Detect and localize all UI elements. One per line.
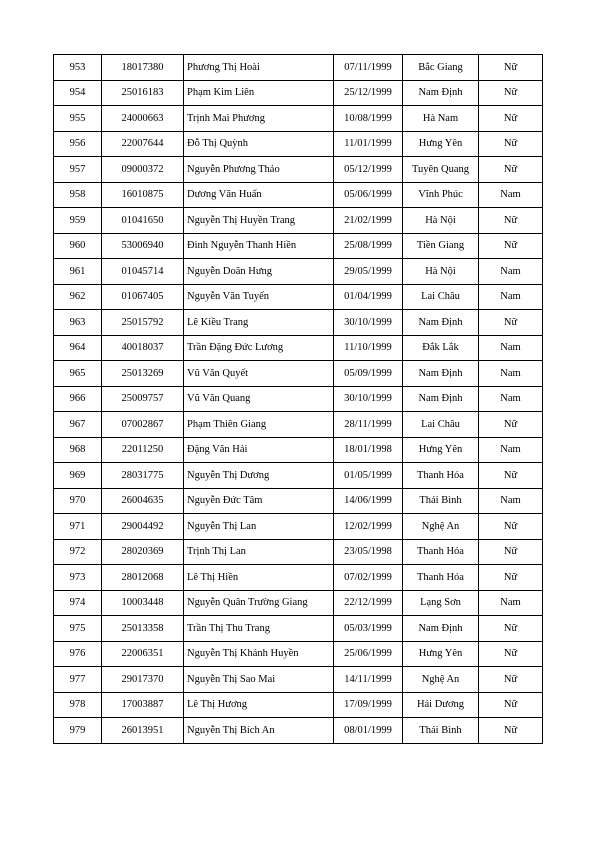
row-number-cell: 972 [54, 539, 102, 565]
table-row [54, 641, 543, 667]
full-name-cell: Nguyễn Doãn Hưng [184, 259, 334, 285]
gender-cell: Nữ [479, 106, 543, 132]
full-name-cell: Trần Đặng Đức Lương [184, 335, 334, 361]
birth-date-cell: 10/08/1999 [334, 106, 403, 132]
table-row [54, 157, 543, 183]
gender-cell: Nữ [479, 641, 543, 667]
table-row [54, 514, 543, 540]
gender-cell: Nam [479, 182, 543, 208]
full-name-cell: Dương Văn Huấn [184, 182, 334, 208]
birth-date-cell: 25/12/1999 [334, 80, 403, 106]
birthplace-cell: Hải Dương [403, 692, 479, 718]
row-number-cell: 966 [54, 386, 102, 412]
gender-cell: Nữ [479, 157, 543, 183]
birthplace-cell: Nghệ An [403, 514, 479, 540]
full-name-cell: Trịnh Mai Phương [184, 106, 334, 132]
table-row [54, 182, 543, 208]
table-row [54, 208, 543, 234]
student-id-cell: 10003448 [102, 590, 184, 616]
gender-cell: Nữ [479, 131, 543, 157]
student-roster-table [53, 54, 543, 744]
row-number-cell: 973 [54, 565, 102, 591]
birthplace-cell: Bắc Giang [403, 55, 479, 81]
table-row [54, 488, 543, 514]
row-number-cell: 971 [54, 514, 102, 540]
gender-cell: Nam [479, 284, 543, 310]
birth-date-cell: 08/01/1999 [334, 718, 403, 744]
full-name-cell: Lê Thị Hiền [184, 565, 334, 591]
table-row [54, 386, 543, 412]
birth-date-cell: 05/12/1999 [334, 157, 403, 183]
birth-date-cell: 11/01/1999 [334, 131, 403, 157]
student-id-cell: 16010875 [102, 182, 184, 208]
birthplace-cell: Hưng Yên [403, 437, 479, 463]
student-id-cell: 22006351 [102, 641, 184, 667]
birth-date-cell: 05/09/1999 [334, 361, 403, 387]
gender-cell: Nữ [479, 616, 543, 642]
birthplace-cell: Lai Châu [403, 284, 479, 310]
gender-cell: Nữ [479, 55, 543, 81]
table-row [54, 284, 543, 310]
birthplace-cell: Lạng Sơn [403, 590, 479, 616]
gender-cell: Nam [479, 488, 543, 514]
birth-date-cell: 07/11/1999 [334, 55, 403, 81]
birth-date-cell: 28/11/1999 [334, 412, 403, 438]
birthplace-cell: Hà Nam [403, 106, 479, 132]
table-row [54, 131, 543, 157]
birthplace-cell: Nam Định [403, 361, 479, 387]
birthplace-cell: Nam Định [403, 616, 479, 642]
student-id-cell: 07002867 [102, 412, 184, 438]
birthplace-cell: Vĩnh Phúc [403, 182, 479, 208]
birthplace-cell: Nam Định [403, 386, 479, 412]
table-row [54, 80, 543, 106]
table-row [54, 233, 543, 259]
row-number-cell: 962 [54, 284, 102, 310]
student-id-cell: 17003887 [102, 692, 184, 718]
birthplace-cell: Thanh Hóa [403, 463, 479, 489]
birth-date-cell: 21/02/1999 [334, 208, 403, 234]
full-name-cell: Nguyễn Thị Bích An [184, 718, 334, 744]
gender-cell: Nữ [479, 565, 543, 591]
row-number-cell: 968 [54, 437, 102, 463]
table-row [54, 55, 543, 81]
row-number-cell: 965 [54, 361, 102, 387]
birth-date-cell: 30/10/1999 [334, 310, 403, 336]
birthplace-cell: Nam Định [403, 80, 479, 106]
full-name-cell: Phạm Thiên Giang [184, 412, 334, 438]
table-row [54, 106, 543, 132]
row-number-cell: 956 [54, 131, 102, 157]
gender-cell: Nữ [479, 718, 543, 744]
table-row [54, 437, 543, 463]
student-id-cell: 28031775 [102, 463, 184, 489]
row-number-cell: 957 [54, 157, 102, 183]
full-name-cell: Nguyễn Thị Lan [184, 514, 334, 540]
student-id-cell: 22007644 [102, 131, 184, 157]
student-id-cell: 53006940 [102, 233, 184, 259]
full-name-cell: Đinh Nguyễn Thanh Hiền [184, 233, 334, 259]
birth-date-cell: 12/02/1999 [334, 514, 403, 540]
table-row [54, 463, 543, 489]
row-number-cell: 953 [54, 55, 102, 81]
gender-cell: Nam [479, 386, 543, 412]
birth-date-cell: 14/06/1999 [334, 488, 403, 514]
row-number-cell: 976 [54, 641, 102, 667]
birth-date-cell: 22/12/1999 [334, 590, 403, 616]
full-name-cell: Lê Kiều Trang [184, 310, 334, 336]
row-number-cell: 969 [54, 463, 102, 489]
student-id-cell: 25016183 [102, 80, 184, 106]
student-id-cell: 29004492 [102, 514, 184, 540]
birth-date-cell: 25/08/1999 [334, 233, 403, 259]
gender-cell: Nữ [479, 208, 543, 234]
full-name-cell: Phạm Kim Liên [184, 80, 334, 106]
student-id-cell: 28012068 [102, 565, 184, 591]
gender-cell: Nữ [479, 80, 543, 106]
birthplace-cell: Lai Châu [403, 412, 479, 438]
full-name-cell: Nguyễn Thị Khánh Huyền [184, 641, 334, 667]
full-name-cell: Đỗ Thị Quỳnh [184, 131, 334, 157]
full-name-cell: Nguyễn Thị Huyền Trang [184, 208, 334, 234]
table-row [54, 616, 543, 642]
row-number-cell: 967 [54, 412, 102, 438]
gender-cell: Nam [479, 437, 543, 463]
full-name-cell: Trần Thị Thu Trang [184, 616, 334, 642]
table-row [54, 667, 543, 693]
gender-cell: Nữ [479, 539, 543, 565]
row-number-cell: 954 [54, 80, 102, 106]
gender-cell: Nữ [479, 463, 543, 489]
row-number-cell: 978 [54, 692, 102, 718]
student-id-cell: 25015792 [102, 310, 184, 336]
full-name-cell: Nguyễn Thị Sao Mai [184, 667, 334, 693]
row-number-cell: 964 [54, 335, 102, 361]
student-id-cell: 24000663 [102, 106, 184, 132]
student-id-cell: 25009757 [102, 386, 184, 412]
gender-cell: Nam [479, 259, 543, 285]
row-number-cell: 970 [54, 488, 102, 514]
birthplace-cell: Nam Định [403, 310, 479, 336]
birthplace-cell: Thanh Hóa [403, 539, 479, 565]
birth-date-cell: 30/10/1999 [334, 386, 403, 412]
birth-date-cell: 14/11/1999 [334, 667, 403, 693]
student-id-cell: 26013951 [102, 718, 184, 744]
student-id-cell: 26004635 [102, 488, 184, 514]
row-number-cell: 958 [54, 182, 102, 208]
student-id-cell: 01067405 [102, 284, 184, 310]
table-row [54, 335, 543, 361]
full-name-cell: Nguyễn Phương Thảo [184, 157, 334, 183]
birthplace-cell: Hà Nội [403, 208, 479, 234]
student-id-cell: 01045714 [102, 259, 184, 285]
birth-date-cell: 23/05/1998 [334, 539, 403, 565]
gender-cell: Nữ [479, 310, 543, 336]
gender-cell: Nam [479, 335, 543, 361]
row-number-cell: 960 [54, 233, 102, 259]
birth-date-cell: 01/04/1999 [334, 284, 403, 310]
full-name-cell: Vũ Văn Quyết [184, 361, 334, 387]
birth-date-cell: 25/06/1999 [334, 641, 403, 667]
birth-date-cell: 01/05/1999 [334, 463, 403, 489]
student-id-cell: 18017380 [102, 55, 184, 81]
birthplace-cell: Tuyên Quang [403, 157, 479, 183]
table-row [54, 718, 543, 744]
birthplace-cell: Thái Bình [403, 718, 479, 744]
student-id-cell: 25013358 [102, 616, 184, 642]
birthplace-cell: Đắk Lắk [403, 335, 479, 361]
student-id-cell: 01041650 [102, 208, 184, 234]
student-id-cell: 29017370 [102, 667, 184, 693]
table-row [54, 590, 543, 616]
row-number-cell: 959 [54, 208, 102, 234]
full-name-cell: Nguyễn Văn Tuyến [184, 284, 334, 310]
birthplace-cell: Nghệ An [403, 667, 479, 693]
table-row [54, 565, 543, 591]
student-id-cell: 22011250 [102, 437, 184, 463]
birth-date-cell: 18/01/1998 [334, 437, 403, 463]
student-id-cell: 28020369 [102, 539, 184, 565]
full-name-cell: Trịnh Thị Lan [184, 539, 334, 565]
full-name-cell: Đặng Văn Hải [184, 437, 334, 463]
birthplace-cell: Hưng Yên [403, 641, 479, 667]
full-name-cell: Nguyễn Quân Trường Giang [184, 590, 334, 616]
row-number-cell: 974 [54, 590, 102, 616]
birthplace-cell: Thanh Hóa [403, 565, 479, 591]
table-row [54, 361, 543, 387]
full-name-cell: Nguyễn Đức Tâm [184, 488, 334, 514]
full-name-cell: Vũ Văn Quang [184, 386, 334, 412]
row-number-cell: 979 [54, 718, 102, 744]
birth-date-cell: 29/05/1999 [334, 259, 403, 285]
birthplace-cell: Hà Nội [403, 259, 479, 285]
table-row [54, 259, 543, 285]
gender-cell: Nam [479, 590, 543, 616]
birth-date-cell: 05/06/1999 [334, 182, 403, 208]
gender-cell: Nữ [479, 412, 543, 438]
row-number-cell: 955 [54, 106, 102, 132]
row-number-cell: 977 [54, 667, 102, 693]
roster-body [54, 55, 543, 744]
student-id-cell: 09000372 [102, 157, 184, 183]
student-id-cell: 40018037 [102, 335, 184, 361]
full-name-cell: Nguyễn Thị Dương [184, 463, 334, 489]
row-number-cell: 963 [54, 310, 102, 336]
birth-date-cell: 07/02/1999 [334, 565, 403, 591]
full-name-cell: Phương Thị Hoài [184, 55, 334, 81]
birthplace-cell: Hưng Yên [403, 131, 479, 157]
birthplace-cell: Tiền Giang [403, 233, 479, 259]
gender-cell: Nam [479, 361, 543, 387]
row-number-cell: 961 [54, 259, 102, 285]
gender-cell: Nữ [479, 692, 543, 718]
birth-date-cell: 11/10/1999 [334, 335, 403, 361]
birth-date-cell: 05/03/1999 [334, 616, 403, 642]
row-number-cell: 975 [54, 616, 102, 642]
gender-cell: Nữ [479, 233, 543, 259]
full-name-cell: Lê Thị Hương [184, 692, 334, 718]
table-row [54, 310, 543, 336]
birthplace-cell: Thái Bình [403, 488, 479, 514]
gender-cell: Nữ [479, 667, 543, 693]
table-row [54, 539, 543, 565]
birth-date-cell: 17/09/1999 [334, 692, 403, 718]
table-row [54, 412, 543, 438]
table-row [54, 692, 543, 718]
student-id-cell: 25013269 [102, 361, 184, 387]
gender-cell: Nữ [479, 514, 543, 540]
